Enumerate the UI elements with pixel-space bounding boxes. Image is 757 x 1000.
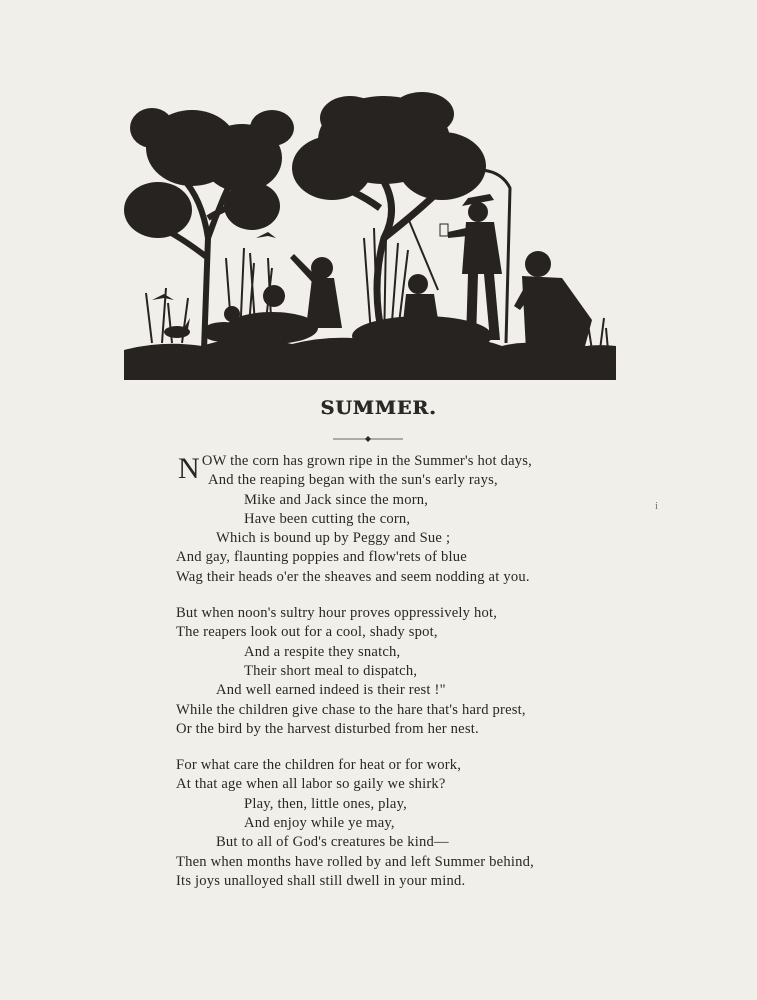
poem-line: Mike and Jack since the morn, bbox=[244, 491, 429, 508]
poem-line: But when noon's sultry hour proves oppressively hot, bbox=[176, 605, 498, 622]
poem-line: For what care the children for heat or for work, bbox=[176, 757, 462, 774]
poem-line: Which is bound up by Peggy and Sue ; bbox=[216, 530, 451, 547]
silhouette-harvest-scene-icon bbox=[122, 88, 618, 383]
stanza-1 bbox=[176, 452, 596, 587]
poem-line: Their short meal to dispatch, bbox=[244, 662, 418, 679]
poem-line-text: OW the corn has grown ripe in the Summer's hot days, bbox=[201, 453, 532, 469]
poem-line: Wag their heads o'er the sheaves and seem nodding at you. bbox=[176, 568, 530, 585]
stanza-3 bbox=[176, 756, 596, 891]
poem-line: Have been cutting the corn, bbox=[244, 510, 411, 527]
poem-line: Its joys unalloyed shall still dwell in your mind. bbox=[176, 872, 466, 889]
poem-line: And the reaping began with the sun's early rays, bbox=[208, 472, 498, 489]
poem-line: And gay, flaunting poppies and flow'rets of blue bbox=[176, 549, 467, 566]
poem-line: The reapers look out for a cool, shady spot, bbox=[176, 624, 438, 641]
poem-line: And a respite they snatch, bbox=[244, 643, 401, 660]
stanza-2 bbox=[176, 604, 596, 739]
poem-line: And enjoy while ye may, bbox=[244, 815, 395, 832]
poem-body bbox=[176, 452, 596, 908]
poem-line: Play, then, little ones, play, bbox=[244, 795, 407, 812]
poem-line: Or the bird by the harvest disturbed from her nest. bbox=[176, 720, 479, 737]
title-ornament-divider bbox=[333, 435, 403, 443]
drop-cap: N bbox=[178, 452, 200, 485]
poem-line: And well earned indeed is their rest !" bbox=[216, 682, 446, 699]
diamond-rule-icon bbox=[333, 435, 403, 443]
harvest-silhouette-illustration bbox=[122, 88, 618, 383]
poem-line: While the children give chase to the hare that's hard prest, bbox=[176, 701, 526, 718]
poem-title: SUMMER. bbox=[320, 397, 437, 419]
margin-mark: i bbox=[655, 500, 659, 512]
poem-line: At that age when all labor so gaily we shirk? bbox=[176, 776, 446, 793]
poem-line: Then when months have rolled by and left Summer behind, bbox=[176, 853, 534, 870]
poem-line: But to all of God's creatures be kind— bbox=[216, 834, 449, 851]
